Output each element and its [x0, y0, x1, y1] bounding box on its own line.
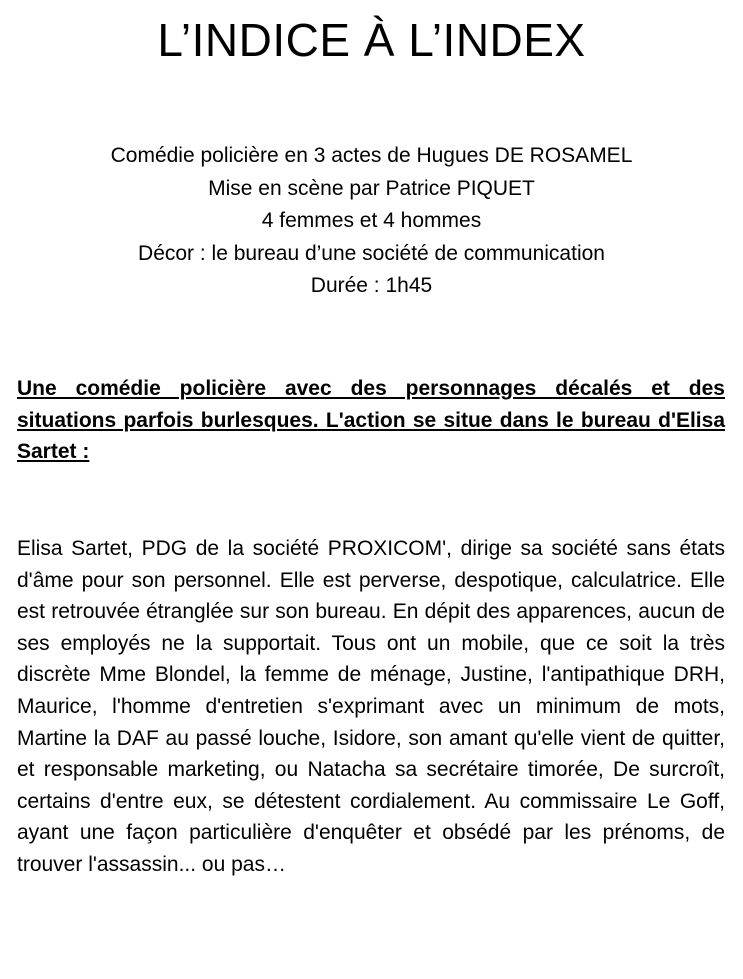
- play-info-director: Mise en scène par Patrice PIQUET: [208, 176, 535, 200]
- synopsis-paragraph: Elisa Sartet, PDG de la société PROXICOM', dirige sa société sans états d'âme pour son personnel. Elle est perverse, despotique, calculatrice. Elle est retrouvée étranglée sur son bureau. En dépit des apparences, aucun de ses employés ne la supportait. Tous ont un mobile, que ce soit la très discrète Mme Blondel, la femme de ménage, Justine, l'antipathique DRH, Maurice, l'homme d'entretien s'exprimant avec un minimum de mots, Martine la DAF au passé louche, Isidore, son amant qu'elle vient de quitter, et responsable marketing, ou Natacha sa secrétaire timorée, De surcroît, certains d'entre eux, se détestent cordialement. Au commissaire Le Goff, ayant une façon particulière d'enquêter et obsédé par les prénoms, de trouver l'assassin... ou pas…: [17, 537, 725, 876]
- play-info-duration: Durée : 1h45: [310, 274, 433, 297]
- intro-colon: :: [76, 440, 90, 463]
- play-info-setting: Décor : le bureau d’une société de communication: [138, 241, 605, 265]
- document-title: L’INDICE À L’INDEX: [157, 14, 586, 66]
- intro-paragraph: [17, 373, 725, 468]
- play-info-author: Comédie policière en 3 actes de Hugues DE ROSAMEL: [110, 144, 633, 167]
- intro-text: Une comédie policière avec des personnages décalés et des situations parfois burlesques. L'action se situe dans le bureau d'Elisa Sartet: [17, 377, 725, 463]
- play-info-block: [0, 140, 743, 303]
- play-info-cast: 4 femmes et 4 hommes: [261, 209, 482, 232]
